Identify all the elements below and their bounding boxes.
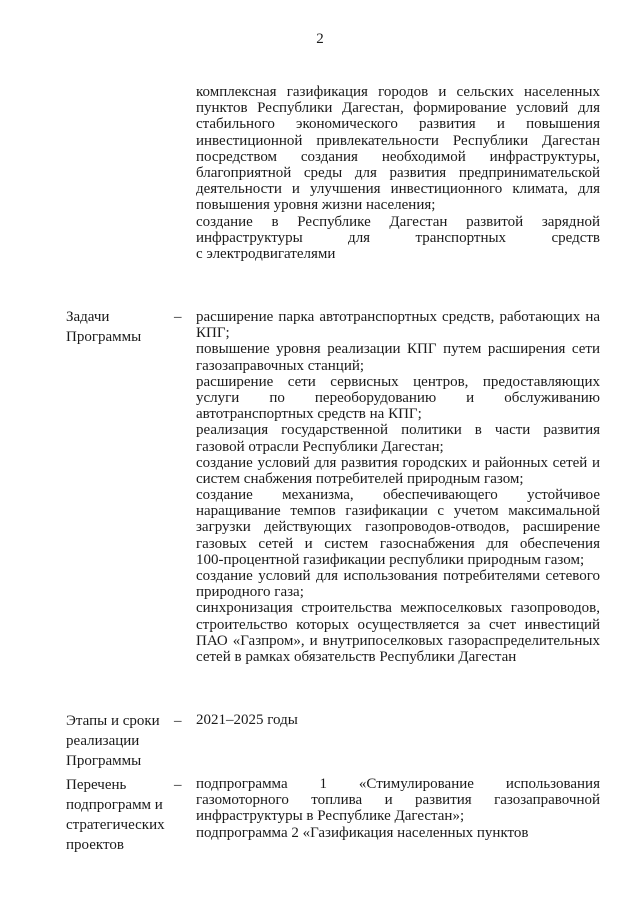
text-line: пунктов Республики Дагестан, формирование условий для [196, 100, 600, 117]
text-line: ПАО «Газпром», и внутрипоселковых газораспределительных [196, 632, 600, 649]
text-line: инфраструктуры в Республике Дагестан»; [196, 808, 465, 825]
page-number: 2 [316, 31, 324, 47]
tasks-label: Задачи Программы [66, 309, 142, 345]
text-line: расширение парка автотранспортных средств, работающих на [196, 309, 600, 325]
text-line: газовых сетей и систем газоснабжения для обеспечения [196, 535, 600, 552]
tasks-dash: – [174, 309, 182, 325]
text-line: расширение сети сервисных центров, предоставляющих [196, 373, 600, 390]
subprograms-label: Перечень подпрограмм и стратегических проектов [66, 777, 165, 853]
text-line: 2021–2025 годы [196, 712, 298, 728]
text-line: автотранспортных средств на КПГ; [196, 406, 422, 423]
text-line: повышение уровня реализации КПГ путем расширения сети [196, 341, 600, 358]
text-line: инфраструктуры для транспортных средств [196, 229, 600, 246]
text-line: загрузки действующих газопроводов-отводов, расширение [196, 519, 600, 536]
text-line: с электродвигателями [196, 245, 336, 262]
text-line: сетей в рамках обязательств Республики Дагестан [196, 648, 517, 665]
text-line: газовой отрасли Республики Дагестан; [196, 438, 444, 455]
text-line: 100-процентной газификации республики природным газом; [196, 551, 585, 568]
stages-text [196, 712, 600, 728]
text-line: КПГ; [196, 325, 230, 342]
text-line: создание в Республике Дагестан развитой зарядной [196, 213, 600, 230]
text-line: создание условий для развития городских и районных сетей и [196, 454, 600, 471]
text-line: синхронизация строительства межпоселковых газопроводов, [196, 600, 600, 617]
text-line: посредством создания необходимой инфраструктуры, [196, 148, 600, 165]
text-line: благоприятной среды для развития предпринимательской [196, 164, 600, 181]
text-line: природного газа; [196, 584, 304, 601]
text-line: деятельности и улучшения инвестиционного климата, для [196, 181, 600, 198]
stages-dash: – [174, 713, 182, 729]
goals-continuation-text [196, 84, 600, 262]
text-line: создание условий для использования потребителями сетевого [196, 568, 600, 584]
text-line: реализация государственной политики в части развития [196, 422, 600, 439]
text-line: подпрограмма 2 «Газификация населенных пунктов [196, 824, 529, 841]
text-line: стабильного экономического развития и повышения [196, 116, 600, 133]
stages-label: Этапы и сроки реализации Программы [66, 713, 160, 769]
text-line: строительство которых осуществляется за счет инвестиций [196, 616, 600, 633]
text-line: комплексная газификация городов и сельских населенных [196, 84, 600, 100]
text-line: подпрограмма 1 «Стимулирование использования [196, 776, 600, 792]
text-line: систем снабжения потребителей природным газом; [196, 470, 524, 487]
text-line: повышения уровня жизни населения; [196, 197, 436, 214]
text-line: инвестиционной привлекательности Республики Дагестан [196, 132, 600, 149]
text-line: услуги по переоборудованию и обслуживанию [196, 389, 600, 406]
subprograms-dash: – [174, 777, 182, 793]
text-line: газозаправочных станций; [196, 357, 365, 374]
tasks-text [196, 309, 600, 665]
text-line: газомоторного топлива и развития газозаправочной [196, 792, 600, 809]
subprograms-text [196, 776, 600, 841]
text-line: наращивание темпов газификации с учетом максимальной [196, 503, 600, 520]
text-line: создание механизма, обеспечивающего устойчивое [196, 487, 600, 504]
